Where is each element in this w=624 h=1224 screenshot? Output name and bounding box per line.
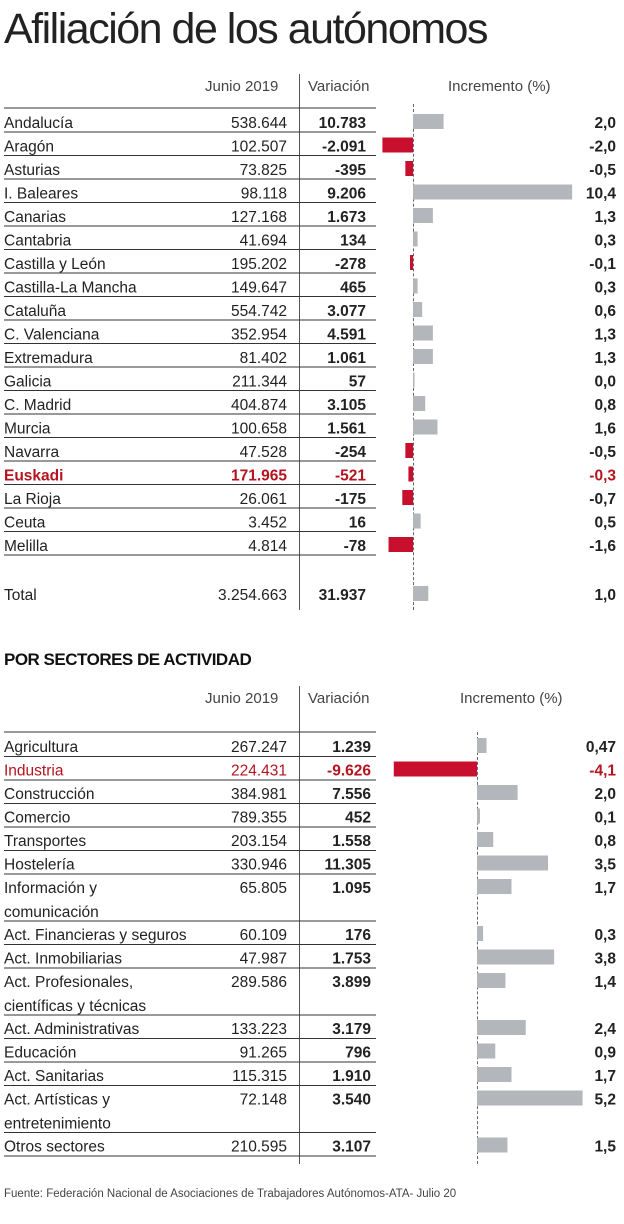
- junio-cell: 149.647: [230, 279, 287, 297]
- junio-cell: 211.344: [232, 373, 287, 391]
- variacion-cell: 31.937: [318, 587, 366, 604]
- increment-bar: [382, 138, 413, 153]
- row-label: Extremadura: [4, 350, 93, 367]
- junio-cell: 171.965: [230, 467, 287, 485]
- junio-cell: 789.355: [230, 809, 287, 827]
- row-label: C. Valenciana: [4, 326, 100, 344]
- row-label: Ceuta: [4, 514, 46, 532]
- header-incremento-sectores: Incremento (%): [460, 690, 563, 707]
- row-label: C. Madrid: [4, 397, 72, 414]
- increment-label: 3,5: [594, 856, 616, 874]
- variacion-cell: 7.556: [332, 786, 371, 803]
- variacion-cell: 465: [340, 279, 366, 297]
- variacion-cell: -521: [334, 467, 366, 485]
- row-label: Cantabria: [4, 232, 72, 250]
- increment-bar: [477, 832, 493, 847]
- row-label: Melilla: [4, 538, 48, 555]
- junio-cell: 41.694: [239, 232, 287, 250]
- row-label: Industria: [4, 762, 64, 780]
- increment-bar: [413, 326, 433, 341]
- row-label: Asturias: [4, 162, 60, 179]
- variacion-cell: -254: [334, 444, 366, 461]
- junio-cell: 115.315: [232, 1068, 287, 1085]
- junio-cell: 538.644: [230, 115, 287, 132]
- row-label: Galicia: [4, 373, 52, 391]
- variacion-cell: 1.673: [327, 209, 366, 226]
- increment-label: 0,8: [594, 833, 616, 850]
- increment-label: 0,1: [594, 809, 616, 827]
- junio-cell: 47.528: [239, 444, 287, 461]
- row-label: Castilla y León: [4, 256, 106, 273]
- increment-label: 0,3: [594, 927, 616, 944]
- header-variacion-sectores: Variación: [308, 690, 370, 707]
- chart-title: Afiliación de los autónomos: [4, 5, 487, 53]
- row-label: Castilla-La Mancha: [4, 279, 137, 297]
- increment-bar: [477, 738, 487, 753]
- row-label: Total: [4, 587, 37, 604]
- variacion-cell: 176: [345, 927, 371, 944]
- junio-cell: 133.223: [230, 1021, 287, 1038]
- junio-cell: 267.247: [230, 739, 287, 756]
- row-label: I. Baleares: [4, 185, 79, 203]
- junio-cell: 91.265: [239, 1044, 287, 1062]
- row-label: Otros sectores: [4, 1138, 105, 1156]
- variacion-cell: 134: [340, 232, 366, 250]
- increment-bar: [477, 1067, 512, 1082]
- junio-cell: 330.946: [230, 856, 287, 874]
- increment-label: 1,3: [594, 350, 616, 367]
- row-label: Aragón: [4, 138, 54, 156]
- increment-label: 1,4: [594, 974, 616, 991]
- header-incremento: Incremento (%): [448, 78, 551, 95]
- junio-cell: 3.254.663: [218, 587, 287, 604]
- variacion-cell: -78: [343, 538, 366, 555]
- variacion-cell: 1.095: [332, 880, 371, 897]
- increment-label: 2,0: [594, 786, 616, 803]
- increment-bar: [405, 443, 413, 458]
- increment-bar: [413, 514, 421, 529]
- increment-label: -1,6: [589, 538, 616, 555]
- increment-bar: [477, 926, 483, 941]
- increment-label: -4,1: [589, 762, 616, 780]
- increment-bar: [477, 785, 518, 800]
- source-note: Fuente: Federación Nacional de Asociaciones de Trabajadores Autónomos-ATA- Julio 20: [4, 1188, 457, 1200]
- increment-bar: [477, 950, 554, 965]
- increment-bar: [405, 161, 413, 176]
- increment-label: 0,5: [594, 514, 616, 532]
- increment-bar: [413, 279, 418, 294]
- variacion-cell: 10.783: [318, 115, 366, 132]
- increment-label: 2,4: [594, 1021, 616, 1038]
- variacion-cell: 3.105: [327, 397, 366, 414]
- increment-bar: [477, 973, 505, 988]
- variacion-cell: 3.077: [327, 303, 366, 320]
- variacion-cell: 1.061: [327, 350, 366, 367]
- variacion-cell: -9.626: [327, 762, 371, 780]
- row-label: Comercio: [4, 809, 71, 827]
- increment-bar: [413, 302, 422, 317]
- increment-bar: [408, 467, 413, 482]
- junio-cell: 65.805: [239, 880, 287, 897]
- increment-label: 1,3: [594, 209, 616, 226]
- junio-cell: 60.109: [239, 927, 287, 944]
- variacion-cell: 796: [345, 1044, 371, 1062]
- junio-cell: 224.431: [230, 762, 287, 780]
- row-label-line2: comunicación: [4, 904, 99, 921]
- increment-label: 5,2: [594, 1091, 616, 1109]
- row-label-line2: entretenimiento: [4, 1115, 111, 1133]
- increment-bar: [477, 1138, 507, 1153]
- increment-bar: [413, 208, 433, 223]
- increment-bar: [477, 1044, 495, 1059]
- row-label: Euskadi: [4, 467, 64, 485]
- header-junio-2019-sectores: Junio 2019: [205, 690, 279, 707]
- junio-cell: 3.452: [248, 514, 287, 532]
- variacion-cell: 1.753: [332, 950, 371, 968]
- row-label: Educación: [4, 1044, 77, 1062]
- increment-label: 2,0: [594, 115, 616, 132]
- row-label: Canarias: [4, 209, 67, 226]
- increment-bar: [410, 255, 413, 270]
- header-variacion: Variación: [308, 78, 370, 95]
- increment-bar: [394, 762, 477, 777]
- junio-cell: 404.874: [230, 397, 287, 414]
- section-title-sectores: POR SECTORES DE ACTIVIDAD: [4, 650, 252, 669]
- increment-bar: [413, 420, 437, 435]
- variacion-cell: -2.091: [322, 138, 366, 156]
- increment-bar: [477, 1091, 583, 1106]
- variacion-cell: -175: [334, 491, 366, 508]
- variacion-cell: 16: [348, 514, 366, 532]
- variacion-cell: 1.239: [332, 739, 371, 756]
- increment-label: 10,4: [585, 185, 616, 203]
- increment-bar: [402, 490, 413, 505]
- increment-bar: [413, 349, 433, 364]
- row-label: La Rioja: [4, 491, 61, 508]
- increment-label: 0,8: [594, 397, 616, 414]
- variacion-cell: 1.561: [327, 420, 366, 438]
- variacion-cell: 57: [348, 373, 366, 391]
- row-label: Act. Profesionales,: [4, 974, 134, 991]
- increment-label: -2,0: [589, 138, 616, 156]
- junio-cell: 554.742: [230, 303, 287, 320]
- junio-cell: 195.202: [230, 256, 287, 273]
- variacion-cell: 4.591: [327, 326, 366, 344]
- increment-label: 1,3: [594, 326, 616, 344]
- row-label: Información y: [4, 880, 98, 897]
- increment-label: 1,0: [594, 587, 616, 604]
- junio-cell: 72.148: [239, 1091, 287, 1109]
- row-label: Act. Financieras y seguros: [4, 927, 187, 944]
- increment-label: 1,6: [594, 420, 616, 438]
- junio-cell: 352.954: [230, 326, 287, 344]
- increment-bar: [413, 373, 415, 388]
- junio-cell: 203.154: [230, 833, 287, 850]
- increment-label: 0,47: [585, 739, 616, 756]
- increment-bar: [413, 232, 418, 247]
- variacion-cell: 11.305: [324, 856, 371, 874]
- header-junio-2019: Junio 2019: [205, 78, 279, 95]
- increment-label: 1,7: [594, 1068, 616, 1085]
- variacion-cell: 3.179: [332, 1021, 371, 1038]
- row-label: Hostelería: [4, 856, 75, 874]
- junio-cell: 289.586: [230, 974, 287, 991]
- junio-cell: 100.658: [230, 420, 287, 438]
- junio-cell: 98.118: [240, 185, 287, 203]
- row-label: Transportes: [4, 833, 87, 850]
- increment-label: 3,8: [594, 950, 616, 968]
- variacion-cell: 3.899: [332, 974, 371, 991]
- increment-label: 0,3: [594, 232, 616, 250]
- junio-cell: 210.595: [230, 1138, 287, 1156]
- increment-label: 0,6: [594, 303, 616, 320]
- junio-cell: 47.987: [239, 950, 287, 968]
- junio-cell: 127.168: [230, 209, 287, 226]
- variacion-cell: 452: [345, 809, 371, 827]
- increment-label: -0,7: [589, 491, 616, 508]
- increment-label: -0,3: [589, 467, 616, 485]
- row-label: Act. Artísticas y: [4, 1091, 110, 1109]
- increment-bar: [413, 586, 428, 601]
- increment-bar: [413, 185, 572, 200]
- increment-bar: [477, 1020, 526, 1035]
- increment-bar: [413, 396, 425, 411]
- variacion-cell: 1.910: [332, 1068, 371, 1085]
- row-label: Murcia: [4, 420, 51, 438]
- junio-cell: 26.061: [239, 491, 287, 508]
- junio-cell: 384.981: [230, 786, 287, 803]
- increment-bar: [477, 879, 512, 894]
- increment-label: -0,5: [589, 444, 616, 461]
- row-label-line2: científicas y técnicas: [4, 998, 147, 1015]
- row-label: Andalucía: [4, 115, 73, 132]
- junio-cell: 81.402: [239, 350, 287, 367]
- row-label: Navarra: [4, 444, 60, 461]
- variacion-cell: 1.558: [332, 833, 371, 850]
- row-label: Construcción: [4, 786, 95, 803]
- increment-bar: [389, 537, 413, 552]
- row-label: Act. Sanitarias: [4, 1068, 104, 1085]
- increment-bar: [413, 114, 444, 129]
- row-label: Act. Administrativas: [4, 1021, 140, 1038]
- increment-bar: [477, 856, 548, 871]
- variacion-cell: -278: [334, 256, 366, 273]
- variacion-cell: -395: [334, 162, 366, 179]
- increment-label: -0,1: [589, 256, 616, 273]
- junio-cell: 73.825: [239, 162, 287, 179]
- row-label: Agricultura: [4, 739, 79, 756]
- variacion-cell: 9.206: [327, 185, 366, 203]
- increment-label: -0,5: [589, 162, 616, 179]
- row-label: Act. Inmobiliarias: [4, 950, 123, 968]
- increment-label: 0,9: [594, 1044, 616, 1062]
- row-label: Cataluña: [4, 303, 67, 320]
- increment-label: 0,3: [594, 279, 616, 297]
- junio-cell: 4.814: [248, 538, 287, 555]
- junio-cell: 102.507: [230, 138, 287, 156]
- increment-bar: [477, 809, 480, 824]
- variacion-cell: 3.107: [332, 1138, 371, 1156]
- increment-label: 1,7: [594, 880, 616, 897]
- increment-label: 0,0: [594, 373, 616, 391]
- increment-label: 1,5: [594, 1138, 616, 1156]
- variacion-cell: 3.540: [332, 1091, 371, 1109]
